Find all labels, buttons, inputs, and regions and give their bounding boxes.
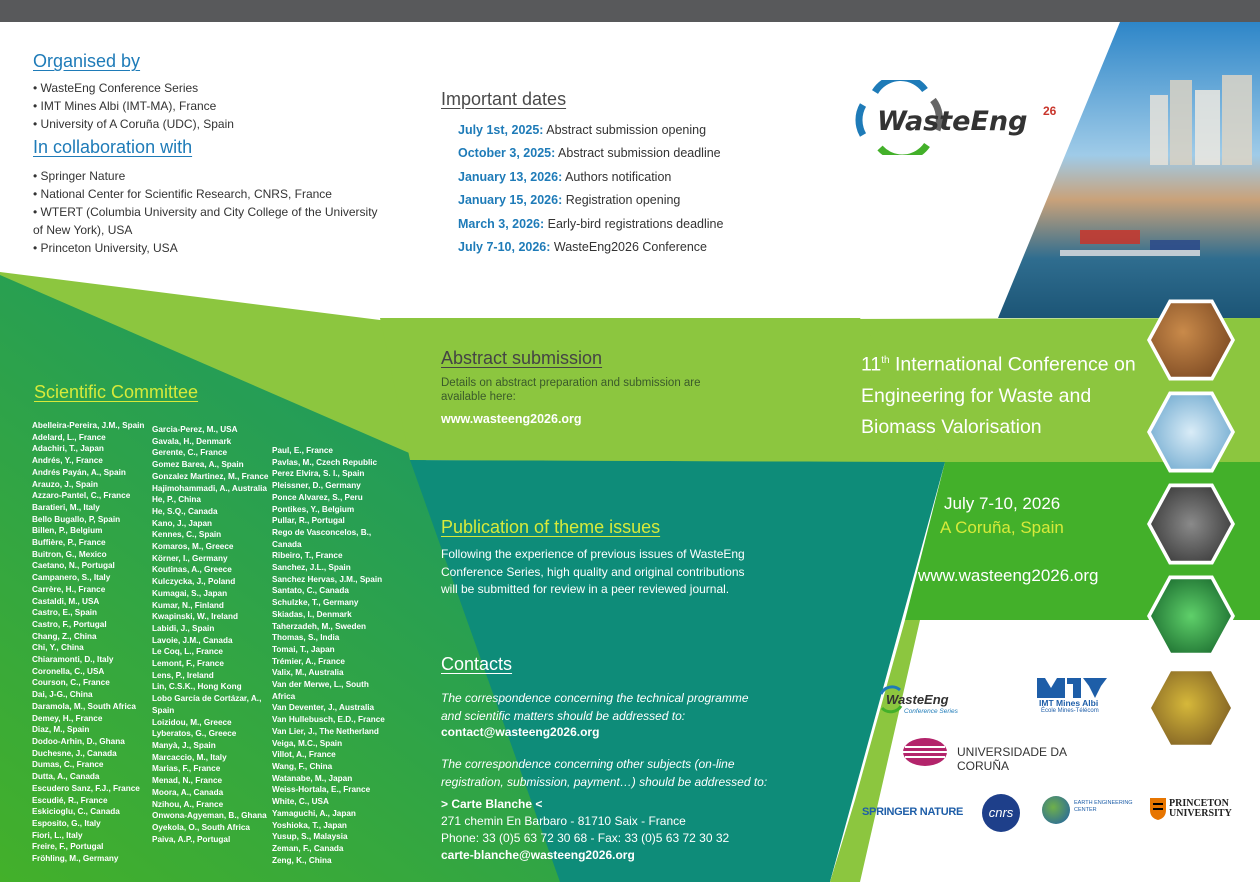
date-row: October 3, 2025: Abstract submission deadline (458, 146, 721, 161)
committee-member: Diaz, M., Spain (32, 725, 90, 735)
committee-member: Gomez Barea, A., Spain (152, 460, 244, 470)
committee-member: White, C., USA (272, 797, 329, 807)
wasteeng-partner-logo: WasteEng Conference Series (876, 682, 966, 722)
committee-member: Dai, J-G., China (32, 690, 93, 700)
committee-member: Caetano, N., Portugal (32, 561, 115, 571)
committee-member: Dumas, C., France (32, 760, 104, 770)
committee-member: Oyekola, O., South Africa (152, 822, 250, 832)
publication-text: Following the experience of previous issues of WasteEng Conference Series, high quality and original contributions will be submitted for review in a peer reviewed journal. (441, 547, 745, 596)
organised-by-heading: Organised by (33, 51, 141, 71)
cnrs-logo: cnrs (982, 794, 1020, 832)
committee-member: Perez Elvira, S. I., Spain (272, 469, 365, 479)
committee-member: Kwapinski, W., Ireland (152, 612, 238, 622)
committee-member: Marcaccio, M., Italy (152, 752, 227, 762)
committee-member: Taherzadeh, M., Sweden (272, 621, 367, 631)
committee-member: Weiss-Hortala, E., France (272, 785, 371, 795)
committee-member: Thomas, S., India (272, 633, 340, 643)
committee-member: Schulzke, T., Germany (272, 598, 359, 608)
committee-member: Sanchez, J.L., Spain (272, 563, 351, 573)
committee-member: Paul, E., France (272, 446, 333, 455)
committee-member: Fiori, L., Italy (32, 830, 83, 840)
committee-member: Pavlas, M., Czech Republic (272, 457, 378, 467)
committee-member: Yusup, S., Malaysia (272, 832, 348, 842)
committee-member: Ponce Alvarez, S., Peru (272, 492, 363, 502)
committee-member: Baratieri, M., Italy (32, 502, 100, 512)
committee-member: Trémier, A., France (272, 656, 345, 666)
committee-member: Billen, P., Belgium (32, 526, 103, 536)
committee-member: Gonzalez Martinez, M., France (152, 471, 269, 481)
date-row: July 7-10, 2026: WasteEng2026 Conference (458, 240, 708, 255)
contacts-text-1: The correspondence concerning the technical programme and scientific matters should be addressed to: (441, 691, 749, 723)
committee-member: Adelard, L., France (32, 432, 106, 442)
conference-title: 11th International Conference on Engineering for Waste and Biomass Valorisation (861, 353, 1136, 438)
list-item: • WTERT (Columbia University and City College of the University of New York), USA (33, 205, 378, 237)
committee-member: Eskicioglu, C., Canada (32, 807, 120, 817)
committee-member: Chang, Z., China (32, 631, 97, 641)
committee-member: He, S.Q., Canada (152, 506, 218, 516)
committee-member: Yoshioka, T., Japan (272, 820, 347, 830)
committee-member: Freire, F., Portugal (32, 842, 104, 852)
committee-member: Lemont, F., France (152, 659, 224, 669)
committee-member: Chi, Y., China (32, 643, 84, 653)
committee-member: Lens, P., Ireland (152, 670, 214, 680)
committee-member: Skiadas, I., Denmark (272, 609, 352, 619)
committee-member: Esposito, G., Italy (32, 818, 101, 828)
top-bar (0, 0, 1260, 22)
committee-member: Watanabe, M., Japan (272, 773, 353, 783)
collaboration-list (33, 167, 378, 257)
contact-email[interactable]: contact@wasteeng2026.org (441, 725, 600, 739)
committee-member: Duchesne, J., Canada (32, 748, 117, 758)
contact-phone: Phone: 33 (0)5 63 72 30 68 - Fax: 33 (0)5 63 72 30 32 (441, 831, 730, 845)
contacts-heading: Contacts (441, 654, 513, 674)
committee-member: Van Deventer, J., Australia (272, 703, 375, 713)
committee-member: Kano, J., Japan (152, 518, 213, 528)
list-item: • WasteEng Conference Series (33, 81, 199, 95)
committee-member: Van Lier, J., The Netherland (272, 726, 379, 736)
date-row: March 3, 2026: Early-bird registrations deadline (458, 216, 724, 231)
committee-member: Escudero Sanz, F.J., France (32, 783, 140, 793)
committee-member: Arauzo, J., Spain (32, 479, 98, 489)
committee-member: Villot, A., France (272, 750, 336, 760)
committee-column-2 (152, 424, 270, 845)
committee-member: Paiva, A.P., Portugal (152, 834, 231, 844)
committee-member: Onwona-Agyeman, B., Ghana (152, 811, 267, 821)
collaboration-heading: In collaboration with (33, 137, 193, 157)
committee-member: Daramola, M., South Africa (32, 701, 136, 711)
publication-heading: Publication of theme issues (441, 517, 661, 537)
committee-member: Buffière, P., France (32, 538, 106, 548)
committee-member: Kennes, C., Spain (152, 530, 222, 540)
committee-member: Valix, M., Australia (272, 668, 344, 678)
abstract-submission-link[interactable]: www.wasteeng2026.org (441, 412, 582, 426)
committee-member: Pontikes, Y., Belgium (272, 504, 355, 514)
committee-member: Carrère, H., France (32, 584, 106, 594)
udc-logo: UNIVERSIDADE DA CORUÑA (902, 737, 1112, 767)
committee-member: Komaros, M., Greece (152, 542, 234, 552)
committee-member: Menad, N., France (152, 776, 223, 786)
committee-member: Buitron, G., Mexico (32, 549, 107, 559)
committee-member: Abelleira-Pereira, J.M., Spain (32, 421, 145, 430)
list-item: • Princeton University, USA (33, 241, 178, 255)
date-row: January 15, 2026: Registration opening (458, 193, 681, 208)
list-item: • IMT Mines Albi (IMT-MA), France (33, 99, 217, 113)
committee-member: Lin, C.S.K., Hong Kong (152, 682, 242, 692)
wasteeng-logo: WasteEng 26 (855, 80, 1065, 155)
important-dates-list (458, 119, 758, 259)
committee-member: Bello Bugallo, P, Spain (32, 514, 121, 524)
committee-member: Van Hullebusch, E.D., France (272, 715, 385, 725)
contact-address: 271 chemin En Barbaro - 81710 Saix - France (441, 814, 686, 828)
abstract-submission-text: Details on abstract preparation and submission are available here: (441, 377, 701, 403)
list-item: • Springer Nature (33, 169, 126, 183)
committee-member: Hajimohammadi, A., Australia (152, 483, 267, 493)
conference-url[interactable]: www.wasteeng2026.org (918, 566, 1099, 585)
committee-member: Kumagai, S., Japan (152, 588, 228, 598)
committee-member: Lyberatos, G., Greece (152, 729, 237, 739)
committee-member: Castro, E., Spain (32, 608, 98, 618)
committee-member: Lobo García de Cortázar, A., Spain (152, 694, 262, 715)
princeton-logo: PRINCETON UNIVERSITY (1150, 798, 1240, 824)
committee-column-1 (32, 420, 150, 865)
committee-member: Dutta, A., Canada (32, 772, 100, 782)
contact-org: > Carte Blanche < (441, 797, 543, 811)
committee-column-3 (272, 445, 390, 866)
committee-member: Lavoie, J.M., Canada (152, 635, 233, 645)
committee-member: Pullar, R., Portugal (272, 516, 345, 526)
organised-by-list (33, 79, 383, 133)
committee-member: Ribeiro, T., France (272, 551, 343, 561)
list-item: • National Center for Scientific Research, CNRS, France (33, 187, 332, 201)
committee-member: Dodoo-Arhin, D., Ghana (32, 736, 125, 746)
committee-member: Loizidou, M., Greece (152, 717, 232, 727)
committee-member: Gerente, C., France (152, 448, 228, 458)
scientific-committee-heading: Scientific Committee (34, 382, 199, 402)
committee-member: Moora, A., Canada (152, 787, 224, 797)
date-row: January 13, 2026: Authors notification (458, 169, 672, 184)
committee-member: Campanero, S., Italy (32, 573, 111, 583)
imt-mines-albi-logo: IMT Mines Albi École Mines-Télécom (1035, 676, 1115, 716)
committee-member: Körner, I., Germany (152, 553, 228, 563)
committee-member: Zeng, K., China (272, 855, 332, 865)
committee-member: Kulczycka, J., Poland (152, 577, 236, 587)
committee-member: He, P., China (152, 495, 201, 505)
committee-member: Zeman, F., Canada (272, 843, 344, 853)
committee-member: Tomai, T., Japan (272, 644, 335, 654)
committee-member: Castaldi, M., USA (32, 596, 100, 606)
contacts-text-2: The correspondence concerning other subjects (on-line registration, submission, payment…) should be addressed to: (441, 757, 768, 789)
committee-member: Garcia-Perez, M., USA (152, 425, 238, 434)
committee-member: Andrés Payán, A., Spain (32, 467, 126, 477)
committee-member: Gavala, H., Denmark (152, 436, 232, 446)
committee-member: Demey, H., France (32, 713, 103, 723)
conference-date: July 7-10, 2026 (944, 494, 1061, 513)
committee-member: Van der Merwe, L., South Africa (272, 680, 369, 701)
committee-member: Coronella, C., USA (32, 666, 105, 676)
committee-member: Adachiri, T., Japan (32, 444, 104, 454)
committee-member: Marias, F., France (152, 764, 221, 774)
committee-member: Azzaro-Pantel, C., France (32, 491, 131, 501)
springer-nature-logo: SPRINGER NATURE (862, 806, 964, 818)
conference-place: A Coruña, Spain (940, 518, 1064, 537)
committee-member: Yamaguchi, A., Japan (272, 808, 356, 818)
committee-member: Le Coq, L., France (152, 647, 223, 657)
committee-member: Castro, F., Portugal (32, 619, 107, 629)
committee-member: Pleissner, D., Germany (272, 481, 361, 491)
committee-member: Chiaramonti, D., Italy (32, 655, 114, 665)
committee-member: Courson, C., France (32, 678, 110, 688)
committee-member: Sanchez Hervas, J.M., Spain (272, 574, 383, 584)
date-row: July 1st, 2025: Abstract submission opening (458, 123, 707, 137)
committee-member: Escudié, R., France (32, 795, 108, 805)
committee-member: Rego de Vasconcelos, B., Canada (272, 527, 372, 549)
committee-member: Labidi, J., Spain (152, 623, 215, 633)
committee-member: Manyà, J., Spain (152, 740, 216, 750)
committee-member: Nzihou, A., France (152, 799, 224, 809)
committee-member: Andrés, Y., France (32, 456, 103, 466)
committee-member: Kumar, N., Finland (152, 600, 224, 610)
committee-member: Wang, F., China (272, 761, 333, 771)
committee-member: Fröhling, M., Germany (32, 854, 119, 864)
committee-member: Veiga, M.C., Spain (272, 738, 343, 748)
committee-member: Koutinas, A., Greece (152, 565, 232, 575)
contact-email-2[interactable]: carte-blanche@wasteeng2026.org (441, 848, 635, 862)
list-item: • University of A Coruña (UDC), Spain (33, 117, 234, 131)
earth-engineering-center-logo: EARTH ENGINEERING CENTER (1042, 796, 1142, 826)
committee-member: Santato, C., Canada (272, 586, 349, 596)
abstract-submission-heading: Abstract submission (441, 348, 603, 368)
important-dates-heading: Important dates (441, 89, 567, 109)
